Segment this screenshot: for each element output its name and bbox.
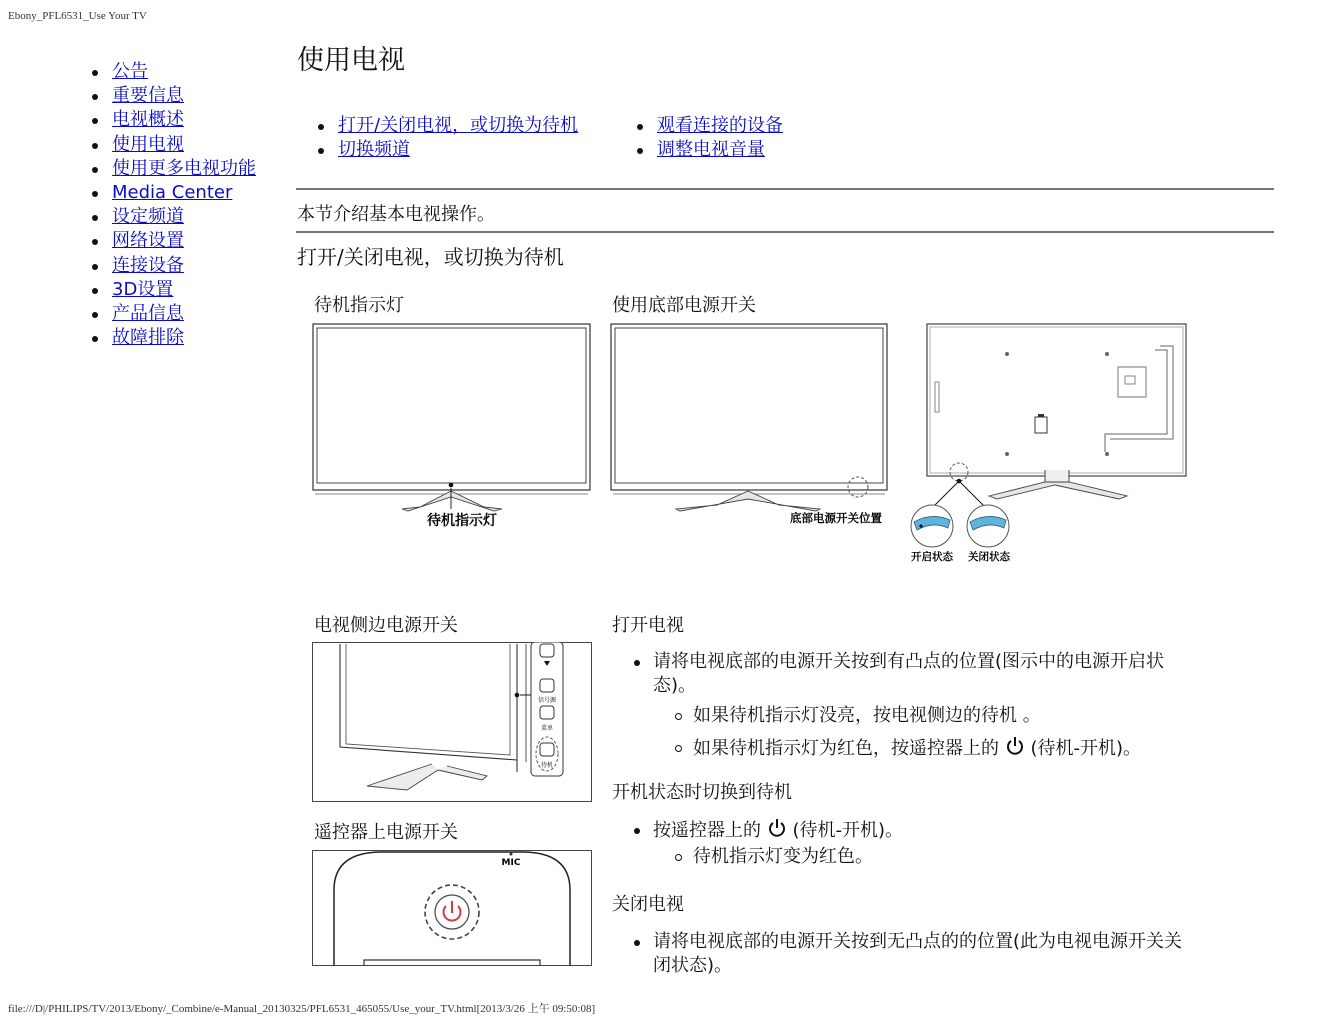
remote-power-figure — [312, 850, 592, 966]
sidebar-link-connect[interactable]: 连接设备 — [112, 254, 184, 276]
standby-step-before: 按遥控器上的 — [653, 820, 761, 841]
side-standby-key — [540, 743, 554, 756]
toc-link-power[interactable]: 打开/关闭电视，或切换为待机 — [338, 115, 579, 136]
sidebar-item — [92, 302, 256, 326]
sidebar-link-channels[interactable]: 设定频道 — [112, 206, 184, 228]
toc-link-volume[interactable]: 调整电视音量 — [657, 139, 765, 160]
sidebar-item — [92, 278, 256, 302]
sidebar-item — [92, 84, 256, 108]
toc-left — [316, 114, 578, 162]
section-title: 打开/关闭电视，或切换为待机 — [297, 245, 564, 269]
sidebar-link-announcement[interactable]: 公告 — [112, 61, 148, 82]
standby-sublist — [653, 845, 1192, 869]
sidebar-item — [92, 229, 256, 253]
list-item — [653, 736, 1192, 761]
turn-on-sub1: 如果待机指示灯没亮，按电视侧边的待机 。 — [693, 705, 1041, 726]
page-title: 使用电视 — [297, 45, 405, 76]
sidebar-link-3d[interactable]: 3D设置 — [112, 278, 174, 300]
label-off-state: 关闭状态 — [968, 551, 1010, 563]
standby-title: 开机状态时切换到待机 — [612, 782, 792, 803]
intro-text: 本节介绍基本电视操作。 — [297, 204, 495, 225]
turn-on-sublist — [653, 704, 1192, 761]
turn-on-step: 请将电视底部的电源开关按到有凸点的位置(图示中的电源开启状态)。 — [653, 651, 1165, 696]
sidebar-link-network[interactable]: 网络设置 — [112, 230, 184, 252]
figure-label-standby-light: 待机指示灯 — [427, 513, 497, 529]
sidebar-link-important[interactable]: 重要信息 — [112, 85, 184, 107]
tv-side-keys-figure — [312, 642, 592, 802]
standby-sub1: 待机指示灯变为红色。 — [693, 846, 873, 867]
caption-standby-light: 待机指示灯 — [314, 295, 404, 316]
side-key-signal-label: 信号源 — [537, 697, 557, 704]
sidebar-item — [92, 157, 256, 181]
switch-on-state-icon — [911, 505, 953, 547]
caption-side-switch: 电视侧边电源开关 — [314, 615, 458, 636]
turn-on-sub2-after: (待机-开机)。 — [1030, 738, 1142, 759]
toc-right — [635, 114, 783, 162]
switch-off-state-icon — [967, 505, 1009, 547]
print-footer: file:///D|/PHILIPS/TV/2013/Ebony/_Combine/e-Manual_20130325/PFL6531_465055/Use_your_TV.html[2013/3/26 上午 09:50:08] — [8, 1003, 596, 1015]
turn-off-title: 关闭电视 — [612, 894, 684, 915]
list-item — [632, 930, 1192, 978]
standby-list — [632, 818, 1192, 877]
tv-front-bottom-switch-figure — [610, 323, 890, 533]
turn-on-sub2-before: 如果待机指示灯为红色，按遥控器上的 — [693, 738, 999, 759]
sidebar-item — [92, 205, 256, 229]
sidebar-item — [92, 133, 256, 157]
sidebar-link-media-center[interactable]: Media Center — [112, 181, 233, 203]
list-item — [632, 818, 1192, 869]
sidebar-link-use-tv[interactable]: 使用电视 — [112, 133, 184, 155]
list-item — [653, 845, 1192, 869]
sidebar-item — [92, 60, 256, 84]
toc-item — [316, 138, 578, 162]
turn-on-list — [632, 650, 1192, 769]
sidebar-link-troubleshoot[interactable]: 故障排除 — [112, 327, 184, 349]
power-icon — [767, 818, 787, 838]
figure-label-bottom-switch: 底部电源开关位置 — [790, 511, 882, 525]
turn-on-title: 打开电视 — [612, 615, 684, 636]
sidebar-item — [92, 326, 256, 350]
divider — [296, 188, 1274, 190]
toc-link-devices[interactable]: 观看连接的设备 — [657, 115, 783, 136]
tv-back-switch-figure — [905, 322, 1190, 570]
toc-item — [635, 138, 783, 162]
power-icon — [1005, 736, 1025, 756]
sidebar-item — [92, 181, 256, 205]
sidebar-link-product-info[interactable]: 产品信息 — [112, 302, 184, 324]
sidebar-item — [92, 254, 256, 278]
sidebar-item — [92, 108, 256, 132]
sidebar-link-more-features[interactable]: 使用更多电视功能 — [112, 157, 256, 179]
caption-remote-switch: 遥控器上电源开关 — [314, 822, 458, 843]
turn-off-step: 请将电视底部的电源开关按到无凸点的的位置(此为电视电源开关关闭状态)。 — [653, 931, 1183, 976]
remote-mic-label: MIC — [501, 858, 521, 868]
sidebar-nav — [92, 60, 256, 350]
list-item — [632, 650, 1192, 761]
toc-item — [635, 114, 783, 138]
side-key-standby-label: 待机 — [540, 762, 554, 769]
label-on-state: 开启状态 — [911, 551, 953, 563]
tv-front-standby-figure — [312, 323, 592, 533]
toc-item — [316, 114, 578, 138]
turn-off-list — [632, 930, 1192, 978]
print-header: Ebony_PFL6531_Use Your TV — [8, 10, 147, 22]
standby-step-after: (待机-开机)。 — [792, 820, 904, 841]
sidebar-link-overview[interactable]: 电视概述 — [112, 109, 184, 131]
divider — [296, 231, 1274, 233]
standby-led — [449, 483, 454, 488]
list-item — [653, 704, 1192, 728]
toc-link-channels[interactable]: 切换频道 — [338, 139, 410, 160]
side-key-menu-label: 菜单 — [540, 725, 554, 732]
caption-bottom-switch: 使用底部电源开关 — [612, 295, 756, 316]
